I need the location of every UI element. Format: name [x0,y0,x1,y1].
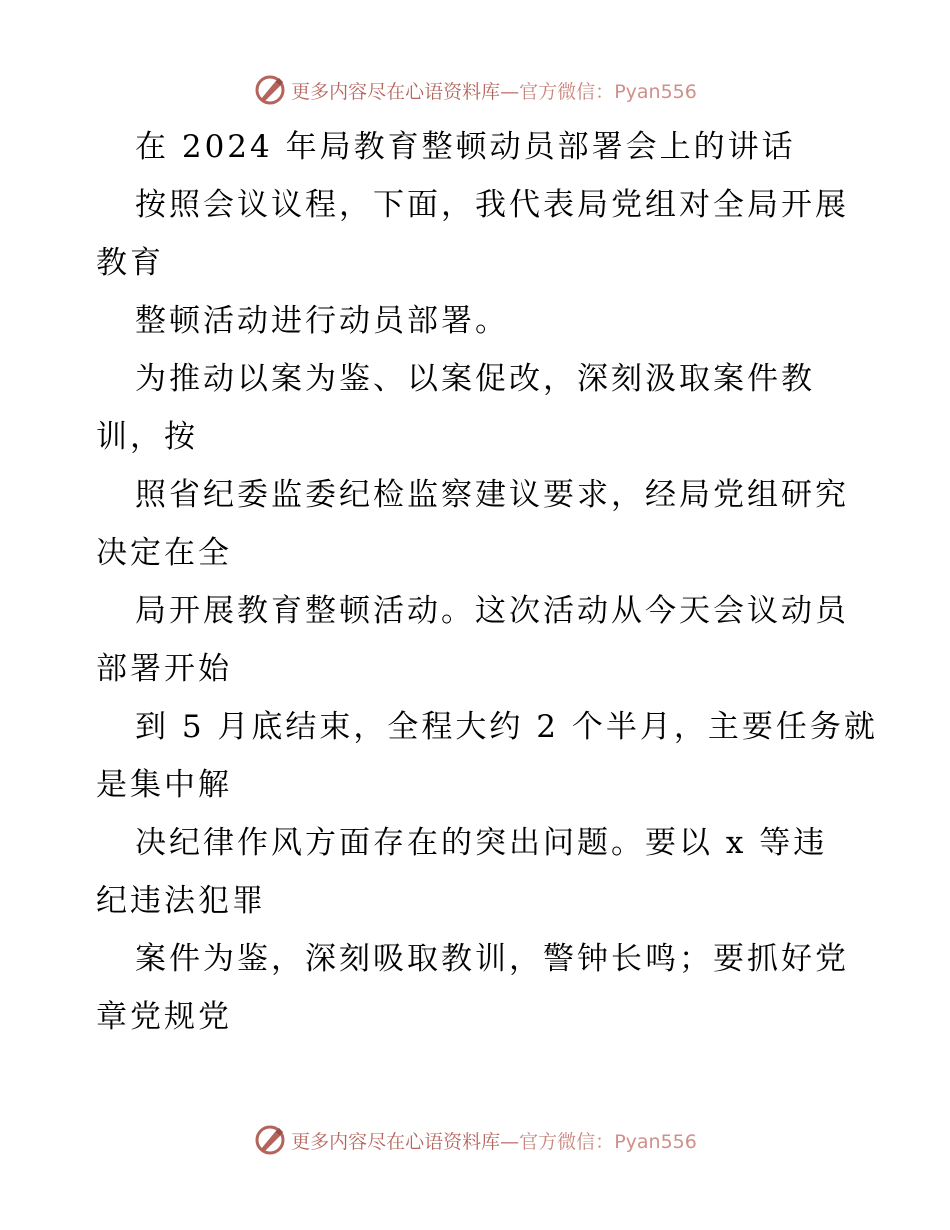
paragraph-line: 章党规党 [96,999,232,1035]
paragraph-line: 部署开始 [96,651,232,687]
paragraph-line: 纪违法犯罪 [96,883,266,919]
paragraph-line: 案件为鉴，深刻吸取教训，警钟长鸣；要抓好党 [135,941,849,977]
watermark-text [291,77,697,104]
watermark-banner-top [0,70,950,110]
paragraph-line: 决定在全 [96,535,232,571]
watermark-banner-bottom [0,1120,950,1160]
watermark-dash: — [500,80,520,103]
document-title: 在 2024 年局教育整顿动员部署会上的讲话 [135,129,796,165]
pen-nib-circle-icon [253,1123,287,1157]
paragraph-line: 到 5 月底结束，全程大约 2 个半月，主要任务就 [135,709,878,745]
paragraph-line: 按照会议议程，下面，我代表局党组对全局开展 [135,187,849,223]
pen-nib-circle-icon [253,73,287,107]
paragraph-line: 训，按 [96,419,198,455]
paragraph-line: 照省纪委监委纪检监察建议要求，经局党组研究 [135,477,849,513]
watermark-wechat-label: 官方微信： [519,80,615,103]
watermark-wechat-id: Pyan556 [614,80,697,103]
watermark-text [291,1127,697,1154]
watermark-wechat-id: Pyan556 [614,1130,697,1153]
paragraph-line: 局开展教育整顿活动。这次活动从今天会议动员 [135,593,849,629]
paragraph-line: 整顿活动进行动员部署。 [135,303,509,339]
paragraph-line: 是集中解 [96,767,232,803]
paragraph-line: 为推动以案为鉴、以案促改，深刻汲取案件教 [135,361,815,397]
watermark-wechat-label: 官方微信： [519,1130,615,1153]
paragraph-line: 教育 [96,245,164,281]
paragraph-line: 决纪律作风方面存在的突出问题。要以 x 等违 [135,825,828,861]
watermark-site: 更多内容尽在心语资料库 [291,80,501,103]
watermark-dash: — [500,1130,520,1153]
watermark-site: 更多内容尽在心语资料库 [291,1130,501,1153]
